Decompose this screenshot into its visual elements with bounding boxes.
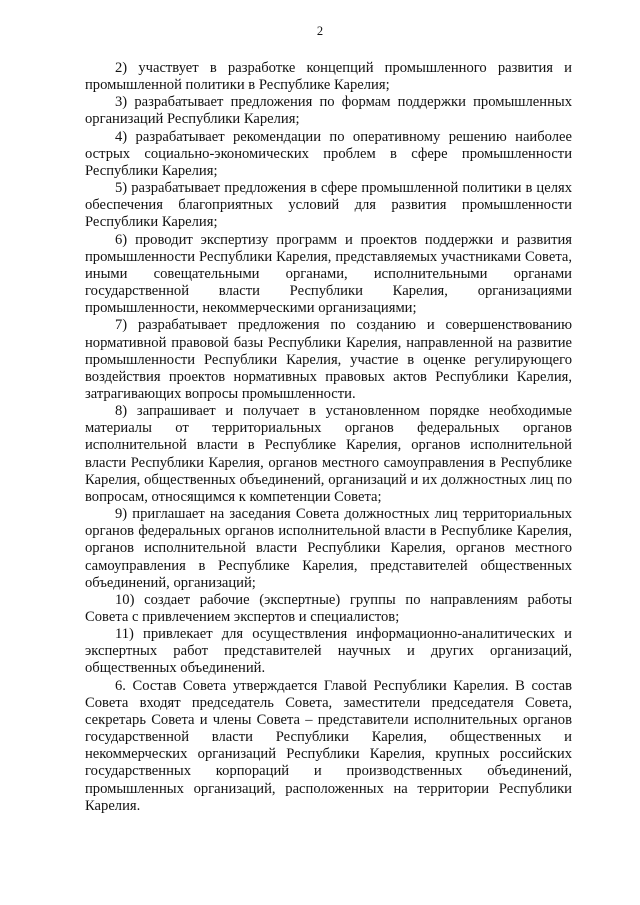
paragraph-section-6: 6. Состав Совета утверждается Главой Республики Карелия. В состав Совета входят председатель Совета, заместители председателя Совета, секретарь Совета и члены Совета – представители исполнительных органов государственной власти Республики Карелия, общественных и некоммерческих организаций Республики Карелия, крупных российских государственных корпораций и производственных объединений, промышленных организаций, расположенных на территории Республики Карелия. bbox=[85, 677, 572, 814]
paragraph-item-4: 4) разрабатывает рекомендации по оперативному решению наиболее острых социально-экономических проблем в сфере промышленности Республики Карелия; bbox=[85, 128, 572, 179]
paragraph-item-8: 8) запрашивает и получает в установленном порядке необходимые материалы от территориальных органов федеральных органов исполнительной власти в Республике Карелия, органов исполнительной власти Республики Карелия, органов местного самоуправления в Республике Карелия, общественных объединений, организаций и их должностных лиц по вопросам, относящимся к компетенции Совета; bbox=[85, 403, 572, 505]
document-body bbox=[85, 60, 572, 815]
paragraph-item-6: 6) проводит экспертизу программ и проектов поддержки и развития промышленности Республики Карелия, представляемых участниками Совета, иными совещательными органами, исполнительными органами государственной власти Республики Карелия, организациями промышленности, некоммерческими организациями; bbox=[85, 231, 572, 317]
paragraph-item-2: 2) участвует в разработке концепций промышленного развития и промышленной политики в Республике Карелия; bbox=[85, 60, 572, 94]
page-number: 2 bbox=[316, 24, 324, 38]
paragraph-item-5: 5) разрабатывает предложения в сфере промышленной политики в целях обеспечения благоприятных условий для развития промышленности Республики Карелия; bbox=[85, 180, 572, 231]
paragraph-item-3: 3) разрабатывает предложения по формам поддержки промышленных организаций Республики Карелия; bbox=[85, 94, 572, 128]
paragraph-item-7: 7) разрабатывает предложения по созданию и совершенствованию нормативной правовой базы Республики Карелия, направленной на развитие промышленности Республики Карелия, участие в оценке регулирующего воздействия проектов нормативных правовых актов Республики Карелия, затрагивающих вопросы промышленности. bbox=[85, 317, 572, 402]
paragraph-item-9: 9) приглашает на заседания Совета должностных лиц территориальных органов федеральных органов исполнительной власти в Республике Карелия, органов исполнительной власти Республики Карелия, органов местного самоуправления в Республике Карелия, представителей общественных объединений, организаций; bbox=[85, 506, 572, 591]
paragraph-item-11: 11) привлекает для осуществления информационно-аналитических и экспертных работ представителей научных и других организаций, общественных объединений. bbox=[85, 626, 572, 677]
paragraph-item-10: 10) создает рабочие (экспертные) группы по направлениям работы Совета с привлечением экспертов и специалистов; bbox=[85, 591, 572, 625]
